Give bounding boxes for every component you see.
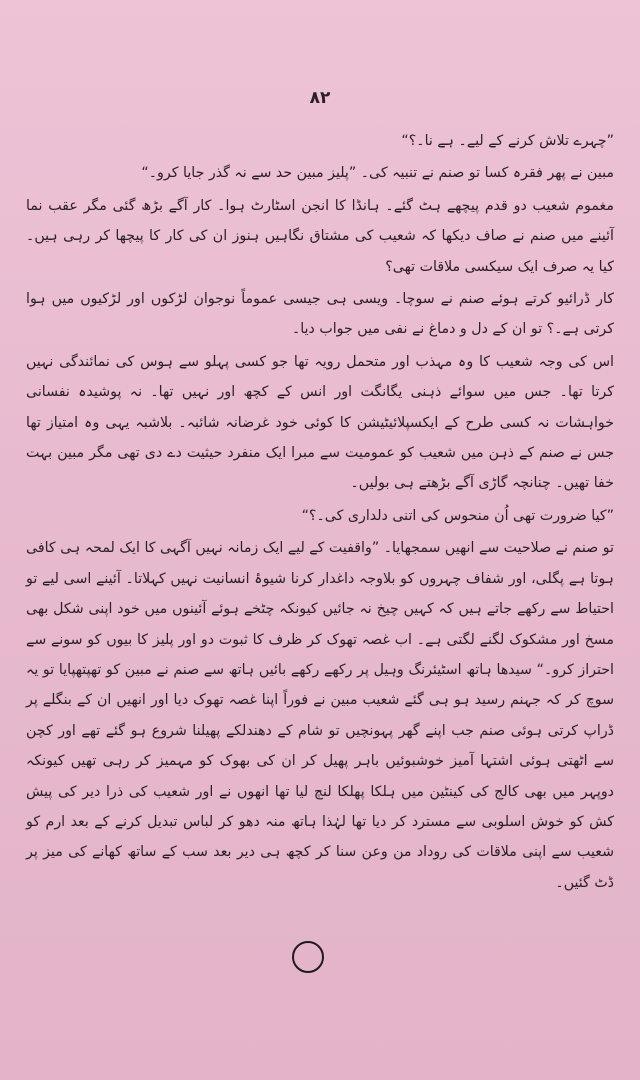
end-of-text-circle-icon — [292, 941, 324, 973]
paragraph-1: ”چہرے تلاش کرنے کے لیے۔ ہے نا۔؟“ — [401, 133, 614, 149]
paragraph-6: ”کیا ضرورت تھی اُن منحوس کی اتنی دلداری کی۔؟“ — [301, 507, 614, 524]
paragraph-5: اس کی وجہ شعیب کا وہ مہذب اور متحمل رویہ تھا جو کسی پہلو سے ہوس کی نمائندگی نہیں کرتا تھا۔ جس میں سوائے ذہنی یگانگت اور انس کے کچھ اور نہیں تھا۔ نہ پوشیدہ نفسانی خواہشات نہ کسی طرح کے ایکسپلائیٹیشن کا کوئی خود غرضانہ شائبہ۔ بلاشبہ یہی وہ امتیاز تھا جس نے صنم کے ذہن میں شعیب کو عمومیت سے مبرا ایک منفرد حیثیت دے دی تھی مگر مبین بہت خفا تھیں۔ چنانچہ گاڑی آگے بڑھتے ہی بولیں۔ — [26, 353, 614, 492]
paragraph-4: کار ڈرائیو کرتے ہوئے صنم نے سوچا۔ ویسی ہی جیسی عموماً نوجوان لڑکوں اور لڑکیوں میں ہوا کرتی ہے۔؟ تو ان کے دل و دماغ نے نفی میں جواب دیا۔ — [26, 291, 614, 338]
paragraph-2: مبین نے پھر فقرہ کسا تو صنم نے تنبیہ کی۔ ”پلیز مبین حد سے نہ گذر جایا کرو۔“ — [141, 165, 614, 182]
body-text — [26, 126, 614, 900]
paragraph-3: مغموم شعیب دو قدم پیچھے ہٹ گئے۔ ہانڈا کا انجن اسٹارٹ ہوا۔ کار آگے بڑھ گئی مگر عقب نما آئینے میں صنم نے صاف دیکھا کہ شعیب کی مشتاق نگاہیں ہنوز ان کی کار کا پیچھا کر رہی ہیں۔ کیا یہ صرف ایک سیکسی ملاقات تھی؟ — [26, 197, 614, 275]
paragraph-7: تو صنم نے صلاحیت سے انھیں سمجھایا۔ ”واقفیت کے لیے ایک زمانہ نہیں آگہی کا ایک لمحہ ہی کافی ہوتا ہے پگلی، اور شفاف چہروں کو بلاوجہ داغدار کرنا شیوۂ انسانیت نہیں کہلاتا۔ آئینے اسی لیے تو احتیاط سے رکھے جاتے ہیں کہ کہیں چیخ نہ جائیں کیونکہ چٹخے ہوئے آئینوں میں خود اپنی شکل بھی مسخ اور مشکوک لگنے لگتی ہے۔ اب غصہ تھوک کر ظرف کا ثبوت دو اور پلیز کا بیوں کو سونے سے احتراز کرو۔“ سیدھا ہاتھ اسٹیئرنگ وہیل پر رکھے رکھے بائیں ہاتھ سے صنم نے مبین کو تھپتھپایا تو یہ سوچ کر کہ جہنم رسید ہو ہی گئے شعیب مبین نے فوراً اپنا غصہ تھوک دیا اور انھیں ان کے بنگلے پر ڈراپ کرتی ہوئی صنم جب اپنے گھر پہونچیں تو شام کے دھندلکے پھیلنا شروع ہو گئے تھے اور کچن سے اٹھتی ہوئی اشتہا آمیز خوشبوئیں باہر پھیل کر ان کی بھوک کو مہمیز کر رہی تھیں کیونکہ دوپہر میں بھی کالج کی کینٹین میں ہلکا پھلکا لنچ لیا تھا انھوں نے اور شعیب کی ذرا دیر کی پیش کش کو خوش اسلوبی سے مسترد کر دیا تھا لہٰذا ہاتھ منہ دھو کر لباس تبدیل کرنے کے بعد ارم کو شعیب سے اپنی ملاقات کی روداد من وعن سنا کر کچھ ہی دیر بعد سب کے ساتھ کھانے کی میز پر ڈٹ گئیں۔ — [26, 540, 614, 891]
page-number: ۸۲ — [309, 88, 331, 108]
